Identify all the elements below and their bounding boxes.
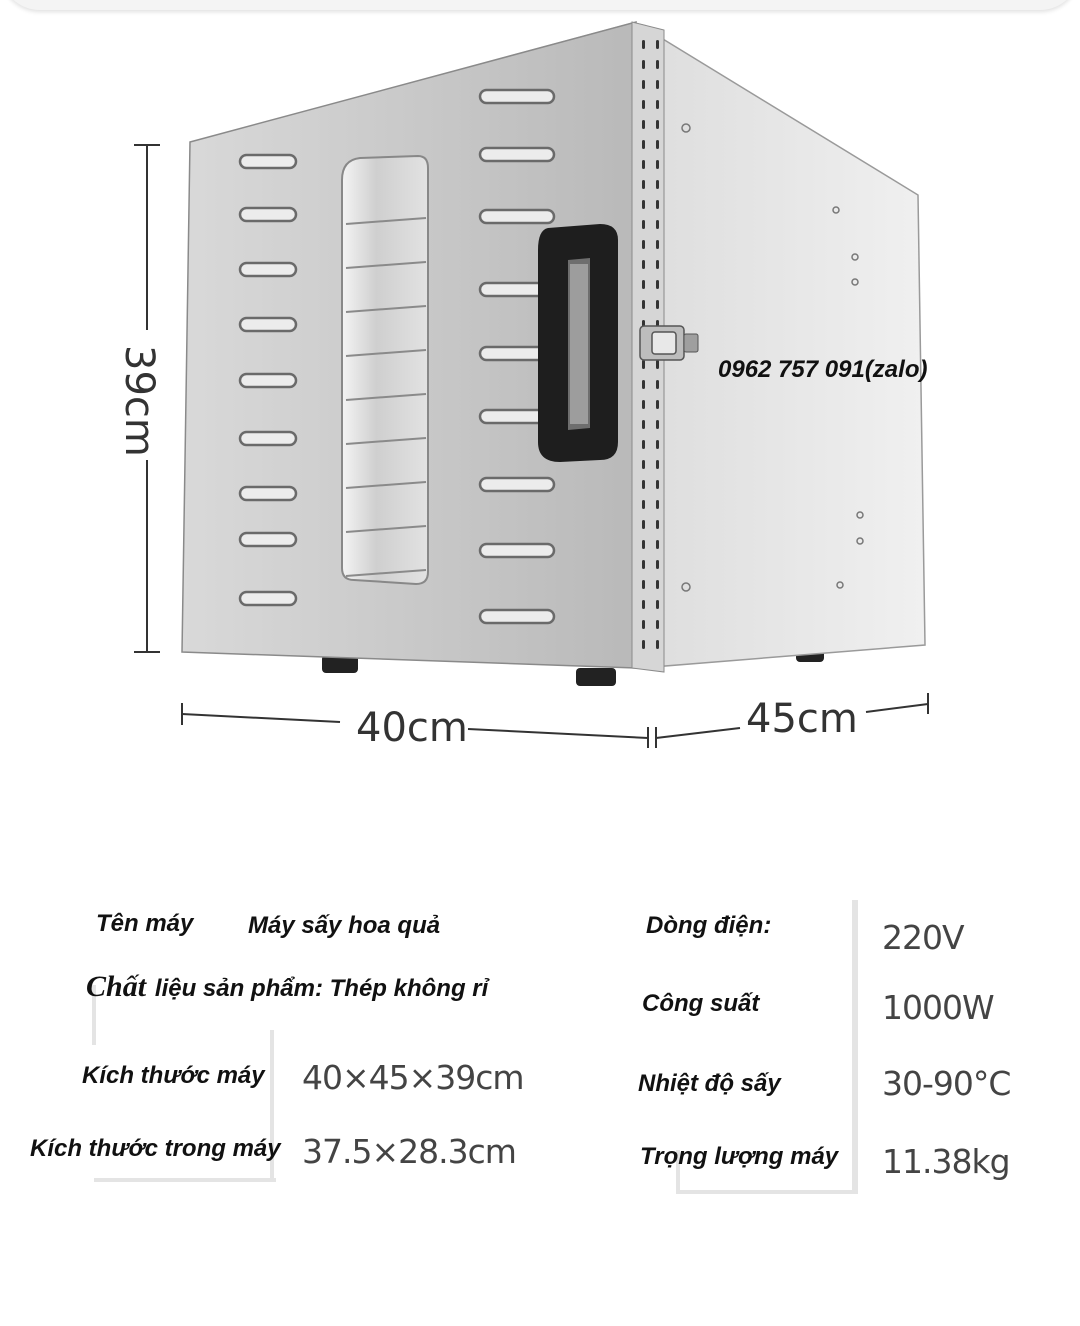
hinge-hole xyxy=(642,580,645,589)
hinge-hole xyxy=(656,60,659,69)
hinge-hole xyxy=(642,120,645,129)
hinge-hole xyxy=(656,140,659,149)
hinge-hole xyxy=(656,220,659,229)
hinge-hole xyxy=(656,100,659,109)
hinge-hole xyxy=(656,440,659,449)
spec-inner-size-value: 37.5×28.3cm xyxy=(302,1132,516,1171)
hinge-hole xyxy=(656,280,659,289)
divider xyxy=(676,1190,858,1194)
hinge-hole xyxy=(656,40,659,49)
vent-slot xyxy=(240,155,296,168)
hinge-hole xyxy=(642,220,645,229)
hinge-hole xyxy=(656,240,659,249)
hinge-hole xyxy=(642,280,645,289)
hinge-hole xyxy=(642,420,645,429)
hinge-hole xyxy=(642,300,645,309)
spec-temp-label: Nhiệt độ sấy xyxy=(638,1070,781,1097)
hinge-hole xyxy=(642,500,645,509)
hinge-hole xyxy=(656,520,659,529)
viewing-window xyxy=(342,156,428,584)
hinge-hole xyxy=(642,80,645,89)
hinge-hole xyxy=(656,180,659,189)
spec-weight-label: Trọng lượng máy xyxy=(640,1143,839,1170)
divider xyxy=(94,1178,276,1182)
hinge-hole xyxy=(656,460,659,469)
hinge-hole xyxy=(656,600,659,609)
hinge-hole xyxy=(656,580,659,589)
spec-weight-value: 11.38kg xyxy=(882,1142,1010,1181)
hinge-hole xyxy=(642,540,645,549)
hinge-hole xyxy=(642,400,645,409)
spec-size-label: Kích thước máy xyxy=(82,1062,265,1089)
hinge-hole xyxy=(642,100,645,109)
depth-label: 45cm xyxy=(746,696,858,742)
spec-material xyxy=(86,970,488,1004)
hinge-hole xyxy=(642,560,645,569)
hinge-hole xyxy=(642,440,645,449)
hinge-hole xyxy=(642,60,645,69)
hinge-hole xyxy=(656,360,659,369)
vent-slot xyxy=(240,432,296,445)
hinge-hole xyxy=(642,600,645,609)
spec-inner-size-label: Kích thước trong máy xyxy=(30,1135,281,1162)
hinge-hole xyxy=(656,120,659,129)
spec-material-first-word: Chất xyxy=(86,970,147,1003)
hinge-hole xyxy=(642,480,645,489)
hinge-hole xyxy=(642,640,645,649)
hinge-hole xyxy=(656,260,659,269)
vent-slot xyxy=(240,263,296,276)
hinge-hole xyxy=(656,400,659,409)
hinge-hole xyxy=(642,620,645,629)
vent-slot xyxy=(240,208,296,221)
vent-slot xyxy=(480,544,554,557)
hinge-hole xyxy=(656,540,659,549)
hinge-hole xyxy=(656,480,659,489)
hinge-hole xyxy=(642,360,645,369)
spec-material-rest: liệu sản phẩm: Thép không rỉ xyxy=(154,975,489,1002)
hinge-hole xyxy=(656,160,659,169)
spec-power-value: 220V xyxy=(882,918,964,957)
vent-slot xyxy=(480,90,554,103)
spec-name-value: Máy sấy hoa quả xyxy=(248,912,441,939)
hinge-hole xyxy=(642,260,645,269)
spec-size-value: 40×45×39cm xyxy=(302,1058,524,1097)
hinge-hole xyxy=(656,620,659,629)
vent-slot xyxy=(240,374,296,387)
hinge-hole xyxy=(656,200,659,209)
vent-slot xyxy=(240,533,296,546)
width-label: 40cm xyxy=(356,705,468,751)
height-label: 39cm xyxy=(116,345,162,457)
hinge-hole xyxy=(642,40,645,49)
spec-temp-value: 30-90°C xyxy=(882,1064,1011,1103)
vent-slot xyxy=(240,592,296,605)
hinge-hole xyxy=(656,560,659,569)
phone-number: 0962 757 091(zalo) xyxy=(718,356,928,383)
hinge-hole xyxy=(642,140,645,149)
vent-slot xyxy=(240,487,296,500)
hinge-hole xyxy=(656,420,659,429)
hinge-hole xyxy=(642,460,645,469)
divider xyxy=(852,900,858,1190)
vent-slot xyxy=(480,610,554,623)
vent-slot xyxy=(240,318,296,331)
hinge-hole xyxy=(656,640,659,649)
hinge-hole xyxy=(642,180,645,189)
hinge-hole xyxy=(642,200,645,209)
hinge-hole xyxy=(656,300,659,309)
hinge-hole xyxy=(656,80,659,89)
hinge-hole xyxy=(642,160,645,169)
vent-slot xyxy=(480,148,554,161)
spec-wattage-label: Công suất xyxy=(642,990,760,1017)
vent-slot xyxy=(480,478,554,491)
hinge-hole xyxy=(642,520,645,529)
spec-name-label: Tên máy xyxy=(96,910,194,937)
door-handle-icon xyxy=(538,224,618,462)
spec-wattage-value: 1000W xyxy=(882,988,994,1027)
spec-power-label: Dòng điện: xyxy=(646,912,772,939)
hinge-hole xyxy=(642,380,645,389)
hinge-hole xyxy=(656,380,659,389)
vent-slot xyxy=(480,210,554,223)
hinge-hole xyxy=(642,240,645,249)
hinge-hole xyxy=(656,500,659,509)
